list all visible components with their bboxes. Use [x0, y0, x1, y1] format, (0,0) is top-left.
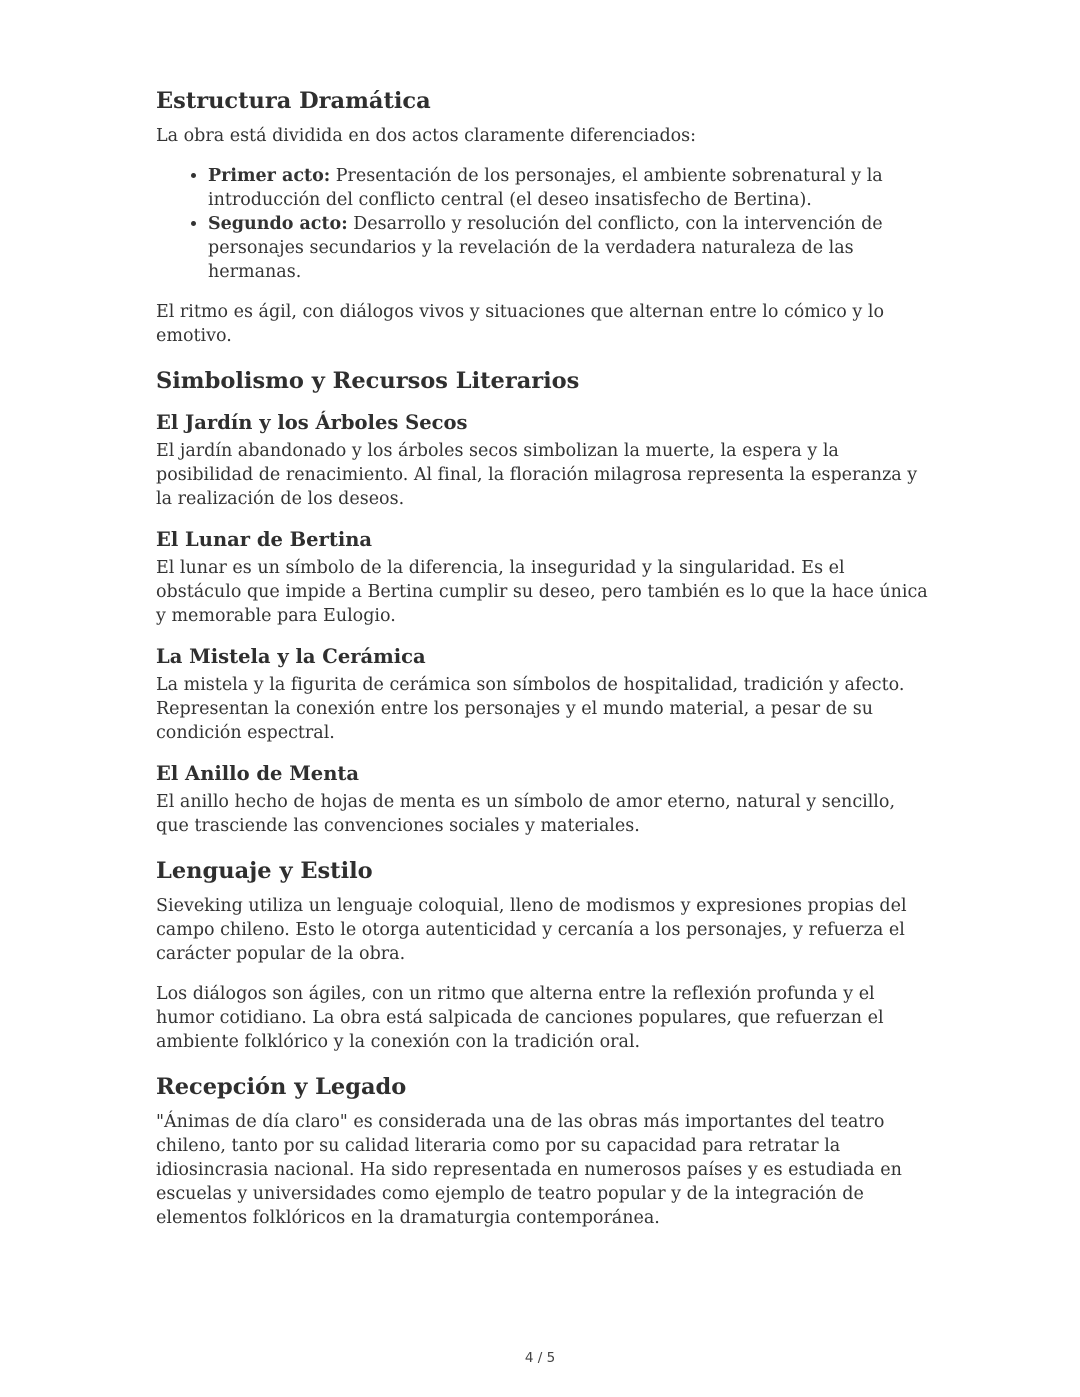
subsection-heading-lunar: El Lunar de Bertina: [156, 528, 373, 551]
subsection-heading-jardin: El Jardín y los Árboles Secos: [156, 411, 468, 434]
subsection-heading-anillo: El Anillo de Menta: [156, 762, 360, 785]
paragraph-recepcion: "Ánimas de día claro" es considerada una de las obras más importantes del teatro chileno, tanto por su calidad literaria como por su capacidad para retratar la idiosincrasia nacional. Ha sido representada en numerosos países y es estudiada en escuelas y universidades como ejemplo de teatro popular y de la integración de elementos folklóricos en la dramaturgia contemporánea.: [156, 1112, 902, 1228]
paragraph-lenguaje-1: Sieveking utiliza un lenguaje coloquial, lleno de modismos y expresiones propias del campo chileno. Esto le otorga autenticidad y cercanía a los personajes, y refuerza el carácter popular de la obra.: [156, 896, 907, 964]
subsection-heading-mistela: La Mistela y la Cerámica: [156, 645, 426, 668]
section-heading-recepcion: Recepción y Legado: [156, 1074, 407, 1100]
paragraph-anillo: El anillo hecho de hojas de menta es un símbolo de amor eterno, natural y sencillo, que trasciende las convenciones sociales y materiales.: [156, 792, 896, 836]
document-content: [156, 88, 928, 1246]
page-number: 4 / 5: [524, 1350, 556, 1366]
list-item-lead: Segundo acto:: [208, 214, 348, 234]
list-item-text: Presentación de los personajes, el ambiente sobrenatural y la introducción del conflicto central (el deseo insatisfecho de Bertina).: [208, 166, 883, 210]
section-heading-simbolismo: Simbolismo y Recursos Literarios: [156, 368, 580, 394]
bullet-list-actos: [156, 164, 928, 284]
list-item-text: Desarrollo y resolución del conflicto, con la intervención de personajes secundarios y la revelación de la verdadera naturaleza de las hermanas.: [208, 214, 883, 282]
paragraph-lunar: El lunar es un símbolo de la diferencia, la inseguridad y la singularidad. Es el obstáculo que impide a Bertina cumplir su deseo, pero también es lo que la hace única y memorable para Eulogio.: [156, 558, 928, 626]
section-heading-estructura-dramatica: Estructura Dramática: [156, 88, 431, 114]
list-item-lead: Primer acto:: [208, 166, 331, 186]
paragraph-jardin: El jardín abandonado y los árboles secos simbolizan la muerte, la espera y la posibilidad de renacimiento. Al final, la floración milagrosa representa la esperanza y la realización de los deseos.: [156, 441, 918, 509]
paragraph-actos-intro: La obra está dividida en dos actos claramente diferenciados:: [156, 126, 697, 146]
list-item-segundo-acto: [208, 212, 928, 284]
paragraph-lenguaje-2: Los diálogos son ágiles, con un ritmo que alterna entre la reflexión profunda y el humor cotidiano. La obra está salpicada de canciones populares, que refuerzan el ambiente folklórico y la conexión con la tradición oral.: [156, 984, 884, 1052]
paragraph-mistela: La mistela y la figurita de cerámica son símbolos de hospitalidad, tradición y afecto. Representan la conexión entre los personajes y el mundo material, a pesar de su condición espectral.: [156, 675, 905, 743]
paragraph-ritmo: El ritmo es ágil, con diálogos vivos y situaciones que alternan entre lo cómico y lo emotivo.: [156, 302, 884, 346]
section-heading-lenguaje: Lenguaje y Estilo: [156, 858, 373, 884]
list-item-primer-acto: [208, 164, 928, 212]
